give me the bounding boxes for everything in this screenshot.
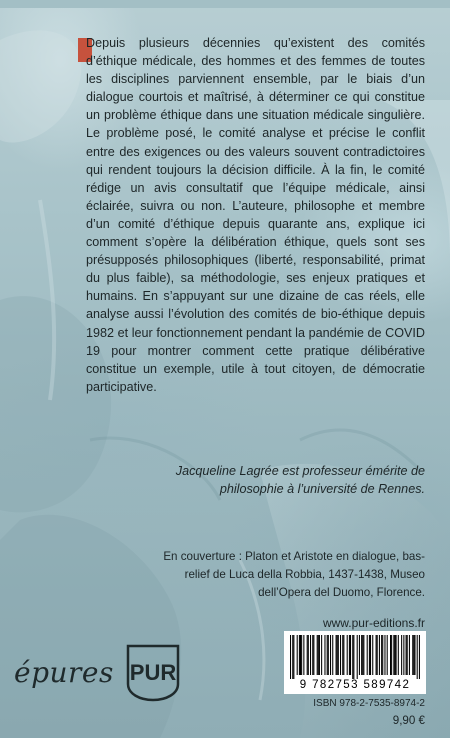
barcode-bar <box>343 635 344 675</box>
barcode-bar <box>394 635 395 675</box>
barcode-bar <box>370 635 371 675</box>
barcode-bar <box>342 635 343 675</box>
barcode-bar <box>377 635 378 675</box>
barcode-bar <box>310 635 311 675</box>
barcode-bar <box>396 635 397 675</box>
barcode-bar <box>390 635 391 675</box>
barcode-bar <box>327 635 328 675</box>
pur-logo-text: PUR <box>129 660 177 685</box>
barcode-bar <box>308 635 309 675</box>
barcode-bar <box>367 635 368 675</box>
barcode <box>284 631 426 694</box>
barcode-bar <box>403 635 404 675</box>
barcode-bar <box>412 635 413 675</box>
barcode-bar <box>313 635 314 675</box>
barcode-bar <box>407 635 408 675</box>
barcode-bar <box>401 635 402 675</box>
barcode-bar <box>318 635 319 675</box>
barcode-bar <box>382 635 383 675</box>
barcode-bar <box>328 635 329 675</box>
back-cover-blurb: Depuis plusieurs décennies qu’existent des comités d’éthique médicale, des hommes et des femmes de toutes les disciplines parviennent ensemble, par le biais d’un dialogue courtois et maîtrisé, à déterminer ce qui constitue un problème éthique dans une situation médicale singulière. Le problème posé, le comité analyse et précise le conflit entre des exigences ou des valeurs souvent contradictoires qui rendent toujours la décision difficile. À la fin, le comité rédige un avis consultatif que l’équipe médicale, ainsi éclairée, suivra ou non. L’auteure, philosophe et membre d’un comité d’éthique depuis quarante ans, explique ici comment s’opère la délibération éthique, quels sont ses présupposés philosophiques (liberté, responsabilité, primat du plus faible), sa méthodologie, ses enjeux pratiques et humains. En s’appuyant sur une dizaine de cas réels, elle analyse aussi l’évolution des comités de bio-éthique depuis 1982 et leur fonctionnement pendant la pandémie de COVID 19 pour montrer comment cette pratique délibérative constitue un exemple, utile à tout citoyen, de démocratie participative. <box>86 36 425 394</box>
epures-collection-logo: épures <box>14 656 114 689</box>
barcode-bar <box>352 635 353 679</box>
barcode-bar <box>372 635 373 675</box>
top-strip <box>0 0 450 8</box>
barcode-bar <box>359 635 360 675</box>
barcode-bar <box>376 635 377 675</box>
barcode-bar <box>307 635 308 675</box>
barcode-bar <box>350 635 351 675</box>
barcode-bar <box>337 635 338 675</box>
barcode-bars <box>290 635 420 679</box>
barcode-bar <box>381 635 382 675</box>
cover-caption: En couverture : Platon et Aristote en dialogue, bas-relief de Luca della Robbia, 1437-1438, Museo dell’Opera del Duomo, Florence. <box>163 550 425 599</box>
barcode-bar <box>340 635 341 675</box>
barcode-bar <box>357 635 358 679</box>
barcode-bar <box>384 635 385 675</box>
barcode-bar <box>293 635 294 679</box>
barcode-bar <box>419 635 420 679</box>
barcode-bar <box>303 635 304 675</box>
barcode-bar <box>338 635 339 675</box>
barcode-bar <box>301 635 302 675</box>
barcode-bar <box>409 635 410 675</box>
barcode-bar <box>349 635 350 675</box>
barcode-bar <box>393 635 394 675</box>
barcode-bar <box>347 635 348 675</box>
barcode-bar <box>369 635 370 675</box>
pur-publisher-logo <box>126 644 180 702</box>
barcode-digits: 9 782753 589742 <box>299 679 411 691</box>
isbn-number: ISBN 978-2-7535-8974-2 <box>313 698 425 709</box>
barcode-bar <box>324 635 325 675</box>
barcode-bar <box>312 635 313 675</box>
barcode-bar <box>406 635 407 675</box>
barcode-bar <box>363 635 364 675</box>
barcode-bar <box>319 635 320 675</box>
barcode-bar <box>413 635 414 675</box>
barcode-bar <box>317 635 318 675</box>
barcode-bar <box>300 635 301 675</box>
barcode-bar <box>332 635 333 675</box>
barcode-bar <box>387 635 388 675</box>
barcode-bar <box>414 635 415 675</box>
price: 9,90 € <box>392 714 425 727</box>
barcode-bar <box>299 635 300 675</box>
barcode-bar <box>398 635 399 675</box>
barcode-bar <box>330 635 331 675</box>
barcode-bar <box>290 635 291 679</box>
barcode-bar <box>391 635 392 675</box>
barcode-bar <box>362 635 363 675</box>
barcode-bar <box>361 635 362 675</box>
barcode-bar <box>379 635 380 675</box>
barcode-bar <box>353 635 354 679</box>
barcode-bar <box>336 635 337 675</box>
barcode-bar <box>417 635 418 679</box>
barcode-bar <box>292 635 293 679</box>
barcode-bar <box>321 635 322 675</box>
author-note: Jacqueline Lagrée est professeur émérite de philosophie à l’université de Rennes. <box>175 464 425 496</box>
barcode-bar <box>297 635 298 675</box>
publisher-website[interactable]: www.pur-editions.fr <box>322 616 425 630</box>
